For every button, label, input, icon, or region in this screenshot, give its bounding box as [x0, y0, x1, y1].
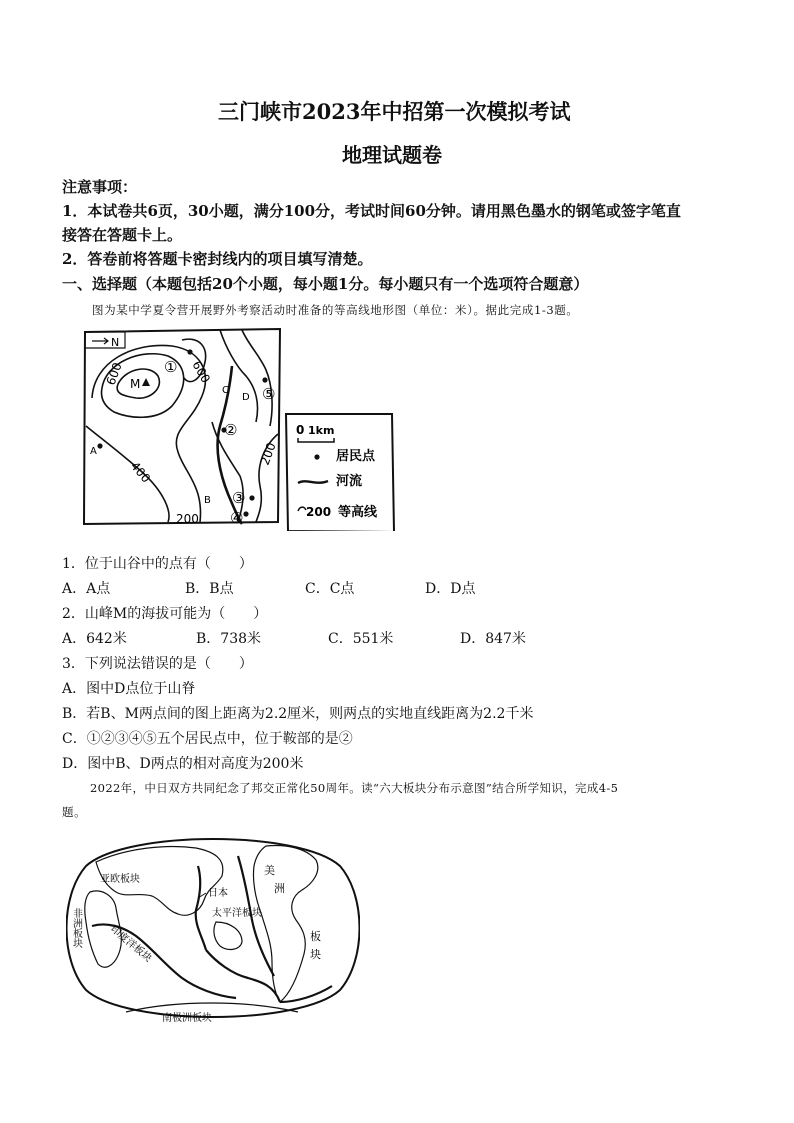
- contour-line: [86, 426, 169, 522]
- legend-contour-label: 等高线: [338, 505, 378, 520]
- settlement-number: ④: [230, 509, 244, 527]
- point-label: B: [204, 495, 211, 506]
- question-1-option-b: B．B点: [185, 581, 234, 597]
- legend-river-icon: [298, 481, 328, 483]
- page-title: 三门峡市2023年中招第一次模拟考试: [218, 99, 571, 124]
- question-3-stem: 3．下列说法错误的是（ ）: [62, 656, 253, 672]
- question-intro: 图为某中学夏令营开展野外考察活动时准备的等高线地形图（单位：米）。据此完成1-3题。: [92, 303, 579, 317]
- plate-map-figure: [66, 826, 360, 1030]
- eurasian-plate-label: 亚欧板块: [100, 874, 140, 885]
- settlement-icon: [262, 377, 267, 382]
- point-label: A: [90, 446, 97, 457]
- question-2-option-a: A．642米: [62, 631, 127, 647]
- question-3-option-a: A．图中D点位于山脊: [62, 681, 196, 697]
- notice-item-1: 1．本试卷共6页，30小题，满分100分，考试时间60分钟。请用黑色墨水的钢笔或签字笔直: [62, 202, 681, 220]
- point-label: C: [222, 385, 229, 396]
- question-3-option-d: D．图中B、D两点的相对高度为200米: [62, 756, 304, 772]
- settlement-number: ⑤: [262, 385, 276, 403]
- settlement-icon: [249, 495, 254, 500]
- contour-label-600: 600: [189, 358, 213, 386]
- continent-outline: [214, 922, 242, 949]
- question-1-stem: 1．位于山谷中的点有（ ）: [62, 556, 253, 572]
- section-heading: 一、选择题（本题包括20个小题，每小题1分。每小题只有一个选项符合题意）: [62, 275, 589, 293]
- america-plate-label-part: 洲: [274, 882, 285, 895]
- america-plate-label-part: 美: [264, 864, 275, 877]
- settlement-number: ①: [164, 358, 178, 376]
- peak-icon: [142, 378, 150, 386]
- question-2-option-c: C．551米: [328, 631, 394, 647]
- question-2-option-d: D．847米: [460, 631, 526, 647]
- question-2-option-b: B．738米: [196, 631, 262, 647]
- passage-2-line-1: 2022年，中日双方共同纪念了邦交正常化50周年。读“六大板块分布示意图”结合所学知识，完成4-5: [90, 781, 619, 795]
- legend-settlement-label: 居民点: [336, 449, 376, 464]
- notice-heading: 注意事项：: [62, 178, 138, 196]
- passage-2-line-2: 题。: [62, 805, 87, 819]
- contour-map-figure: [80, 326, 410, 531]
- settlement-number: ③: [232, 489, 246, 507]
- question-3-option-b: B．若B、M两点间的图上距离为2.2厘米，则两点的实地直线距离为2.2千米: [62, 706, 534, 722]
- settlement-icon: [97, 443, 102, 448]
- scale-zero: 0: [296, 423, 305, 437]
- legend-contour-value: 200: [306, 505, 332, 519]
- pacific-plate-label: 太平洋板块: [212, 908, 262, 919]
- settlement-number: ②: [224, 421, 238, 439]
- question-1-option-c: C．C点: [305, 581, 355, 597]
- question-1-option-a: A．A点: [62, 581, 111, 597]
- point-label: D: [242, 392, 250, 403]
- page-subtitle: 地理试题卷: [342, 143, 442, 167]
- plate-boundary: [196, 866, 206, 950]
- settlement-icon: [187, 349, 192, 354]
- plate-label-part: 板: [310, 930, 321, 943]
- japan-label: 日本: [208, 888, 228, 899]
- african-plate-label: 非洲板块: [70, 908, 82, 948]
- notice-item-1-cont: 接答在答题卡上。: [62, 226, 183, 244]
- plate-label-part: 块: [310, 948, 321, 961]
- antarctic-plate-label: 南极洲板块: [162, 1013, 212, 1024]
- question-3-option-c: C．①②③④⑤五个居民点中，位于鞍部的是②: [62, 731, 353, 747]
- indian-ocean-plate-label: 印度洋板块: [108, 923, 154, 965]
- contour-label-200: 200: [176, 512, 199, 526]
- scale-km: 1km: [308, 424, 335, 437]
- question-2-stem: 2．山峰M的海拔可能为（ ）: [62, 606, 268, 622]
- legend-river-label: 河流: [336, 474, 363, 489]
- notice-item-2: 2．答卷前将答题卡密封线内的项目填写清楚。: [62, 250, 373, 268]
- north-arrow-icon: [92, 338, 108, 344]
- legend-settlement-icon: [314, 454, 319, 459]
- settlement-icon: [243, 511, 248, 516]
- peak-label: M: [130, 377, 141, 391]
- contour-label-200: 200: [257, 440, 279, 468]
- north-label: N: [111, 336, 120, 349]
- continent-outline: [126, 1003, 298, 1012]
- contour-label-400: 400: [127, 458, 154, 486]
- contour-label-600: 600: [103, 360, 125, 388]
- question-1-option-d: D．D点: [425, 581, 476, 597]
